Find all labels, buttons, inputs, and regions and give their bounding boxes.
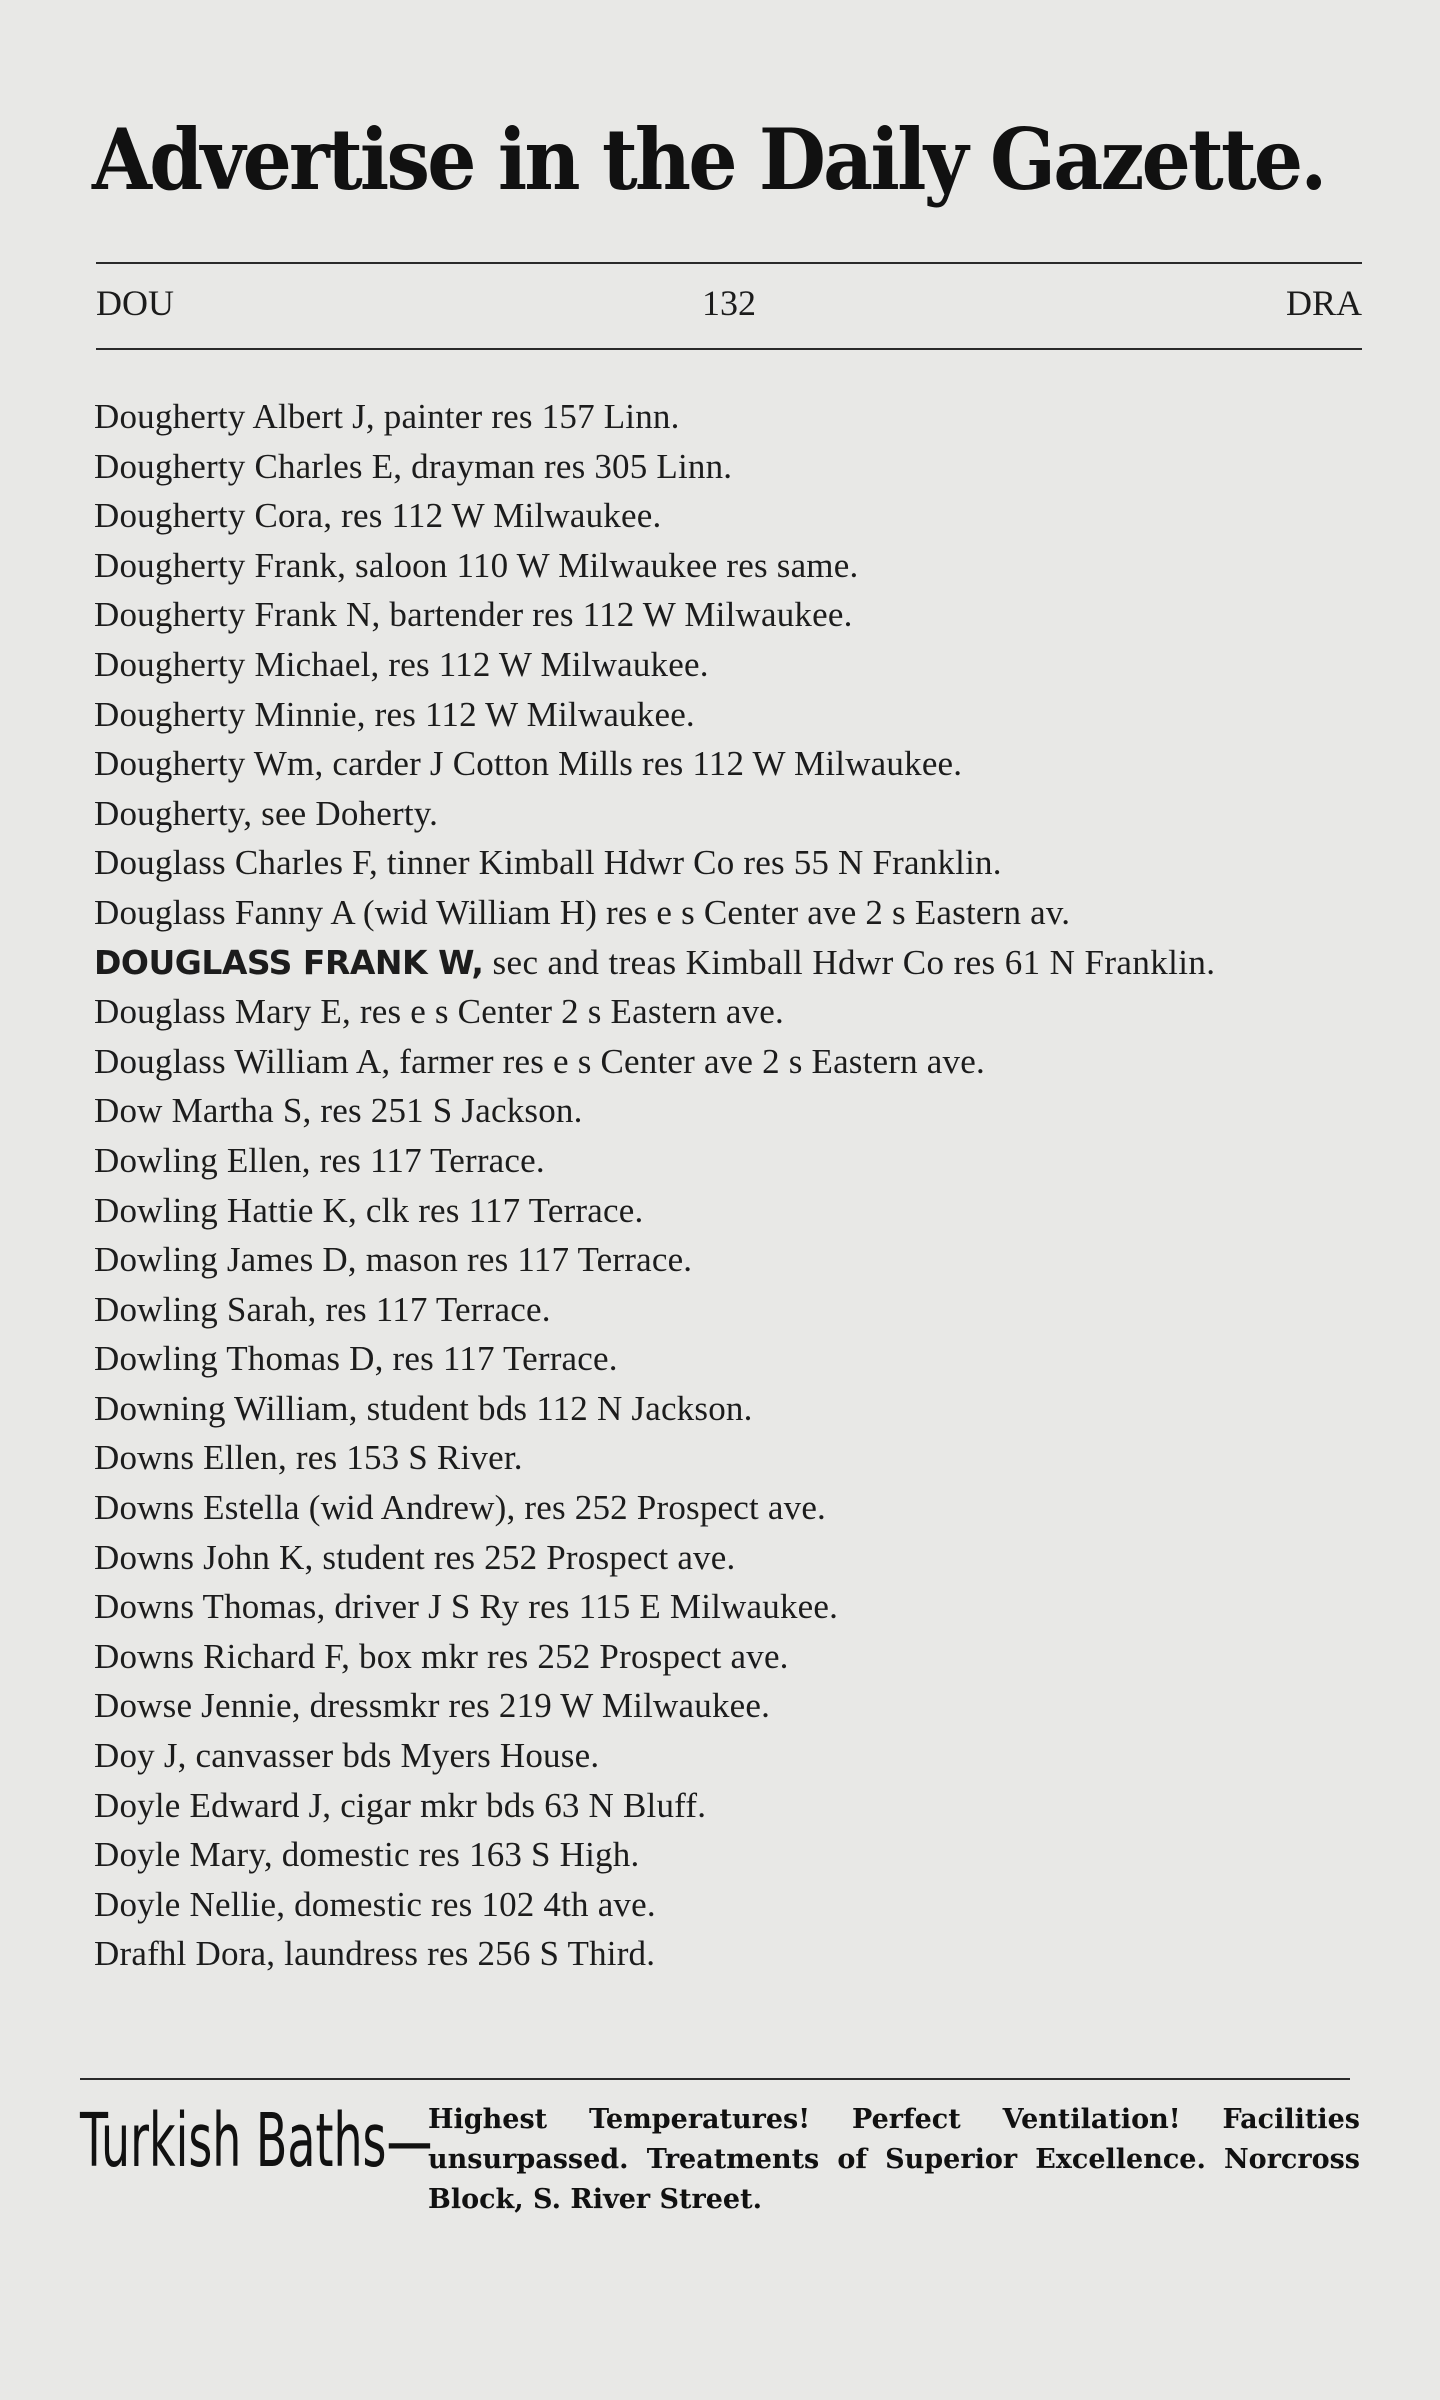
right-guide-word: DRA [1285, 283, 1362, 323]
directory-entry: Douglass Mary E, res e s Center 2 s Eastern ave. [94, 992, 784, 1032]
directory-entry: Dougherty Charles E, drayman res 305 Linn. [94, 446, 733, 486]
directory-entry: Dowling Thomas D, res 117 Terrace. [94, 1339, 618, 1379]
directory-entry: Drafhl Dora, laundress res 256 S Third. [94, 1934, 656, 1974]
directory-entry: Downs Richard F, box mkr res 252 Prospect ave. [94, 1636, 789, 1676]
page-number: 132 [702, 283, 756, 323]
directory-entry: Dowling Hattie K, clk res 117 Terrace. [94, 1190, 644, 1230]
directory-entry: Dougherty Albert J, painter res 157 Linn. [94, 397, 680, 436]
bottom-ad-headline: Turkish Baths— [80, 2098, 433, 2184]
directory-entry: Dougherty Frank N, bartender res 112 W Milwaukee. [94, 595, 853, 635]
directory-entry: Dougherty Cora, res 112 W Milwaukee. [94, 496, 662, 536]
directory-entry: Doy J, canvasser bds Myers House. [94, 1736, 600, 1776]
directory-entry: Dow Martha S, res 251 S Jackson. [94, 1091, 583, 1131]
top-advertisement: Advertise in the Daily Gazette. [92, 110, 1325, 209]
bottom-ad-body: Highest Temperatures! Perfect Ventilation! Facilities unsurpassed. Treatments of Superior Excellence. Norcross Block, S. River Street. [428, 2104, 1360, 2215]
directory-entry: Dowling James D, mason res 117 Terrace. [94, 1240, 693, 1280]
directory-entry: Downs Estella (wid Andrew), res 252 Prospect ave. [94, 1488, 826, 1528]
footer-rule [80, 2078, 1350, 2080]
directory-entry-featured [94, 938, 1374, 988]
page-header [96, 282, 1362, 328]
directory-entry: Dougherty Minnie, res 112 W Milwaukee. [94, 694, 695, 734]
directory-entry: Dowling Ellen, res 117 Terrace. [94, 1140, 545, 1180]
directory-entry: Douglass Fanny A (wid William H) res e s Center ave 2 s Eastern av. [94, 892, 1071, 932]
directory-entry: Dougherty Michael, res 112 W Milwaukee. [94, 644, 709, 684]
directory-entries [94, 392, 1374, 1979]
header-top-rule [96, 262, 1362, 264]
directory-entry: Dougherty, see Doherty. [94, 793, 439, 833]
directory-entry: Douglass William A, farmer res e s Center ave 2 s Eastern ave. [94, 1041, 985, 1081]
directory-entry: Dougherty Wm, carder J Cotton Mills res 112 W Milwaukee. [94, 744, 963, 784]
directory-entry: Dougherty Frank, saloon 110 W Milwaukee res same. [94, 545, 859, 585]
directory-entry: Downing William, student bds 112 N Jackson. [94, 1388, 753, 1428]
left-guide-word: DOU [96, 283, 174, 323]
directory-entry: Downs Ellen, res 153 S River. [94, 1438, 523, 1478]
header-bottom-rule [96, 348, 1362, 350]
directory-entry: Downs Thomas, driver J S Ry res 115 E Milwaukee. [94, 1587, 839, 1627]
featured-entry-name: DOUGLASS FRANK W, [94, 942, 484, 982]
directory-entry: Doyle Nellie, domestic res 102 4th ave. [94, 1884, 656, 1924]
directory-entry: Douglass Charles F, tinner Kimball Hdwr Co res 55 N Franklin. [94, 843, 1002, 883]
directory-entry: Downs John K, student res 252 Prospect ave. [94, 1537, 736, 1577]
bottom-advertisement [80, 2100, 1360, 2230]
directory-entry: Dowling Sarah, res 117 Terrace. [94, 1289, 551, 1329]
featured-entry-detail: sec and treas Kimball Hdwr Co res 61 N Franklin. [492, 942, 1216, 982]
directory-entry: Doyle Mary, domestic res 163 S High. [94, 1835, 640, 1875]
directory-entry: Doyle Edward J, cigar mkr bds 63 N Bluff. [94, 1785, 707, 1825]
directory-entry: Dowse Jennie, dressmkr res 219 W Milwaukee. [94, 1686, 771, 1726]
